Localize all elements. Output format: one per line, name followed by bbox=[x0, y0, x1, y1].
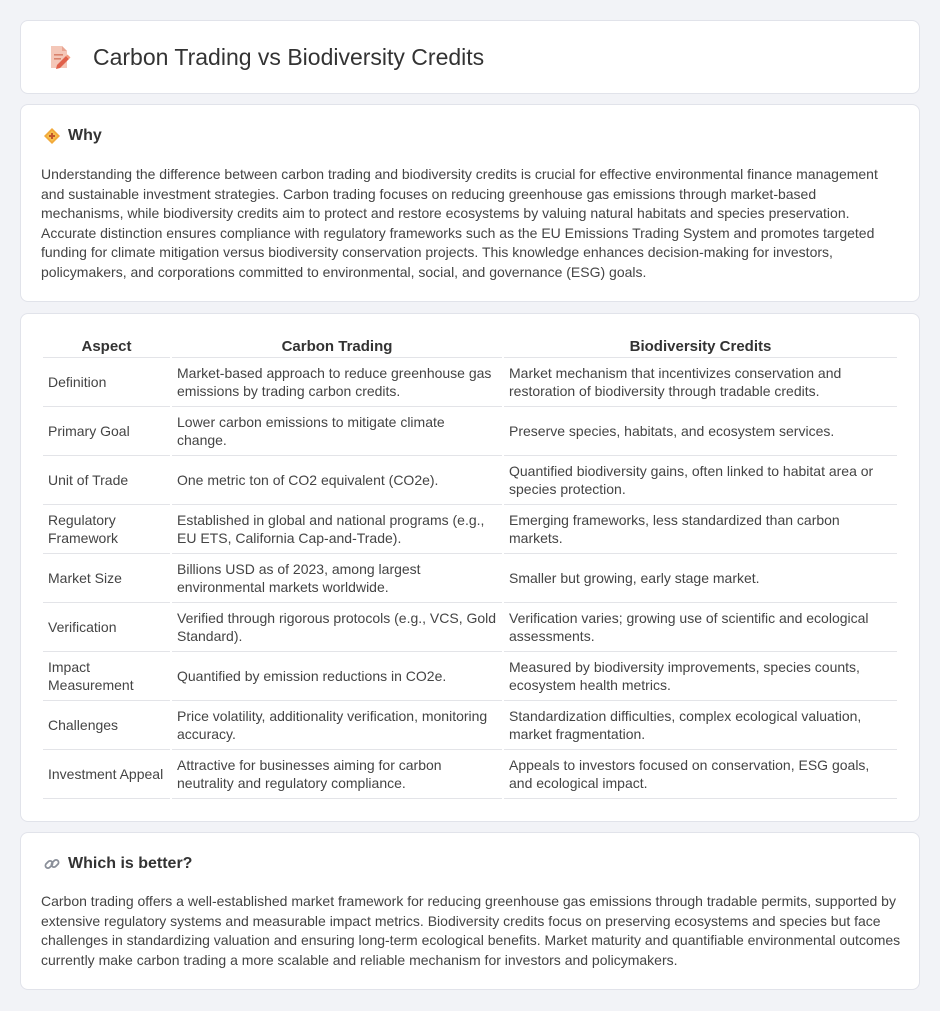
carbon-cell: Market-based approach to reduce greenhouse gas emissions by trading carbon credits. bbox=[172, 358, 502, 407]
table-row bbox=[43, 750, 897, 799]
carbon-cell: Lower carbon emissions to mitigate climate change. bbox=[172, 407, 502, 456]
carbon-cell: Price volatility, additionality verification, monitoring accuracy. bbox=[172, 701, 502, 750]
biodiversity-cell: Emerging frameworks, less standardized than carbon markets. bbox=[504, 505, 897, 554]
why-heading: Why bbox=[68, 127, 102, 144]
table-row bbox=[43, 505, 897, 554]
why-card bbox=[20, 104, 920, 302]
why-header bbox=[43, 127, 102, 145]
table-row bbox=[43, 358, 897, 407]
column-header-biodiversity-credits: Biodiversity Credits bbox=[504, 334, 897, 358]
carbon-cell: Established in global and national programs (e.g., EU ETS, California Cap-and-Trade). bbox=[172, 505, 502, 554]
biodiversity-cell: Smaller but growing, early stage market. bbox=[504, 554, 897, 603]
title-card bbox=[20, 20, 920, 94]
aspect-cell: Investment Appeal bbox=[43, 750, 170, 799]
biodiversity-cell: Verification varies; growing use of scientific and ecological assessments. bbox=[504, 603, 897, 652]
table-row bbox=[43, 407, 897, 456]
document-pencil-icon bbox=[45, 43, 73, 71]
biodiversity-cell: Market mechanism that incentivizes conservation and restoration of biodiversity through tradable credits. bbox=[504, 358, 897, 407]
table-header-row bbox=[43, 334, 897, 358]
aspect-cell: Verification bbox=[43, 603, 170, 652]
biodiversity-cell: Measured by biodiversity improvements, species counts, ecosystem health metrics. bbox=[504, 652, 897, 701]
table-row bbox=[43, 701, 897, 750]
table-row bbox=[43, 554, 897, 603]
comparison-table bbox=[41, 334, 899, 799]
table-row bbox=[43, 603, 897, 652]
aspect-cell: Primary Goal bbox=[43, 407, 170, 456]
aspect-cell: Regulatory Framework bbox=[43, 505, 170, 554]
carbon-cell: Attractive for businesses aiming for carbon neutrality and regulatory compliance. bbox=[172, 750, 502, 799]
better-card bbox=[20, 832, 920, 990]
table-row bbox=[43, 652, 897, 701]
better-paragraph: Carbon trading offers a well-established market framework for reducing greenhouse gas emissions through tradable permits, supported by extensive regulatory systems and measurable impact metrics. Biodiversity credits focus on preserving ecosystems and species but face challenges in standardizing valuation and ensuring long-term ecological benefits. Market maturity and quantifiable environmental outcomes currently make carbon trading a more scalable and reliable mechanism for investors and policymakers. bbox=[41, 893, 901, 968]
diamond-sign-icon bbox=[43, 127, 61, 145]
biodiversity-cell: Appeals to investors focused on conservation, ESG goals, and ecological impact. bbox=[504, 750, 897, 799]
why-paragraph: Understanding the difference between carbon trading and biodiversity credits is crucial for effective environmental finance management and sustainable investment strategies. Carbon trading focuses on reducing greenhouse gas emissions through market-based mechanisms, while biodiversity credits aim to protect and restore ecosystems by valuing natural habitats and species preservation. Accurate distinction ensures compliance with regulatory frameworks such as the EU Emissions Trading System and promotes targeted funding for climate mitigation versus biodiversity conservation projects. This knowledge enhances decision-making for investors, policymakers, and corporations committed to environmental, social, and governance (ESG) goals. bbox=[41, 166, 878, 280]
comparison-card bbox=[20, 313, 920, 822]
aspect-cell: Definition bbox=[43, 358, 170, 407]
carbon-cell: Verified through rigorous protocols (e.g., VCS, Gold Standard). bbox=[172, 603, 502, 652]
carbon-cell: One metric ton of CO2 equivalent (CO2e). bbox=[172, 456, 502, 505]
aspect-cell: Unit of Trade bbox=[43, 456, 170, 505]
aspect-cell: Market Size bbox=[43, 554, 170, 603]
carbon-cell: Billions USD as of 2023, among largest environmental markets worldwide. bbox=[172, 554, 502, 603]
column-header-carbon-trading: Carbon Trading bbox=[172, 334, 502, 358]
column-header-aspect: Aspect bbox=[43, 334, 170, 358]
aspect-cell: Impact Measurement bbox=[43, 652, 170, 701]
link-icon bbox=[43, 855, 61, 873]
carbon-cell: Quantified by emission reductions in CO2e. bbox=[172, 652, 502, 701]
biodiversity-cell: Standardization difficulties, complex ecological valuation, market fragmentation. bbox=[504, 701, 897, 750]
page-title: Carbon Trading vs Biodiversity Credits bbox=[93, 43, 485, 70]
table-row bbox=[43, 456, 897, 505]
title-row bbox=[45, 43, 484, 71]
better-heading: Which is better? bbox=[68, 855, 193, 872]
aspect-cell: Challenges bbox=[43, 701, 170, 750]
biodiversity-cell: Quantified biodiversity gains, often linked to habitat area or species protection. bbox=[504, 456, 897, 505]
biodiversity-cell: Preserve species, habitats, and ecosystem services. bbox=[504, 407, 897, 456]
better-header bbox=[43, 855, 192, 873]
